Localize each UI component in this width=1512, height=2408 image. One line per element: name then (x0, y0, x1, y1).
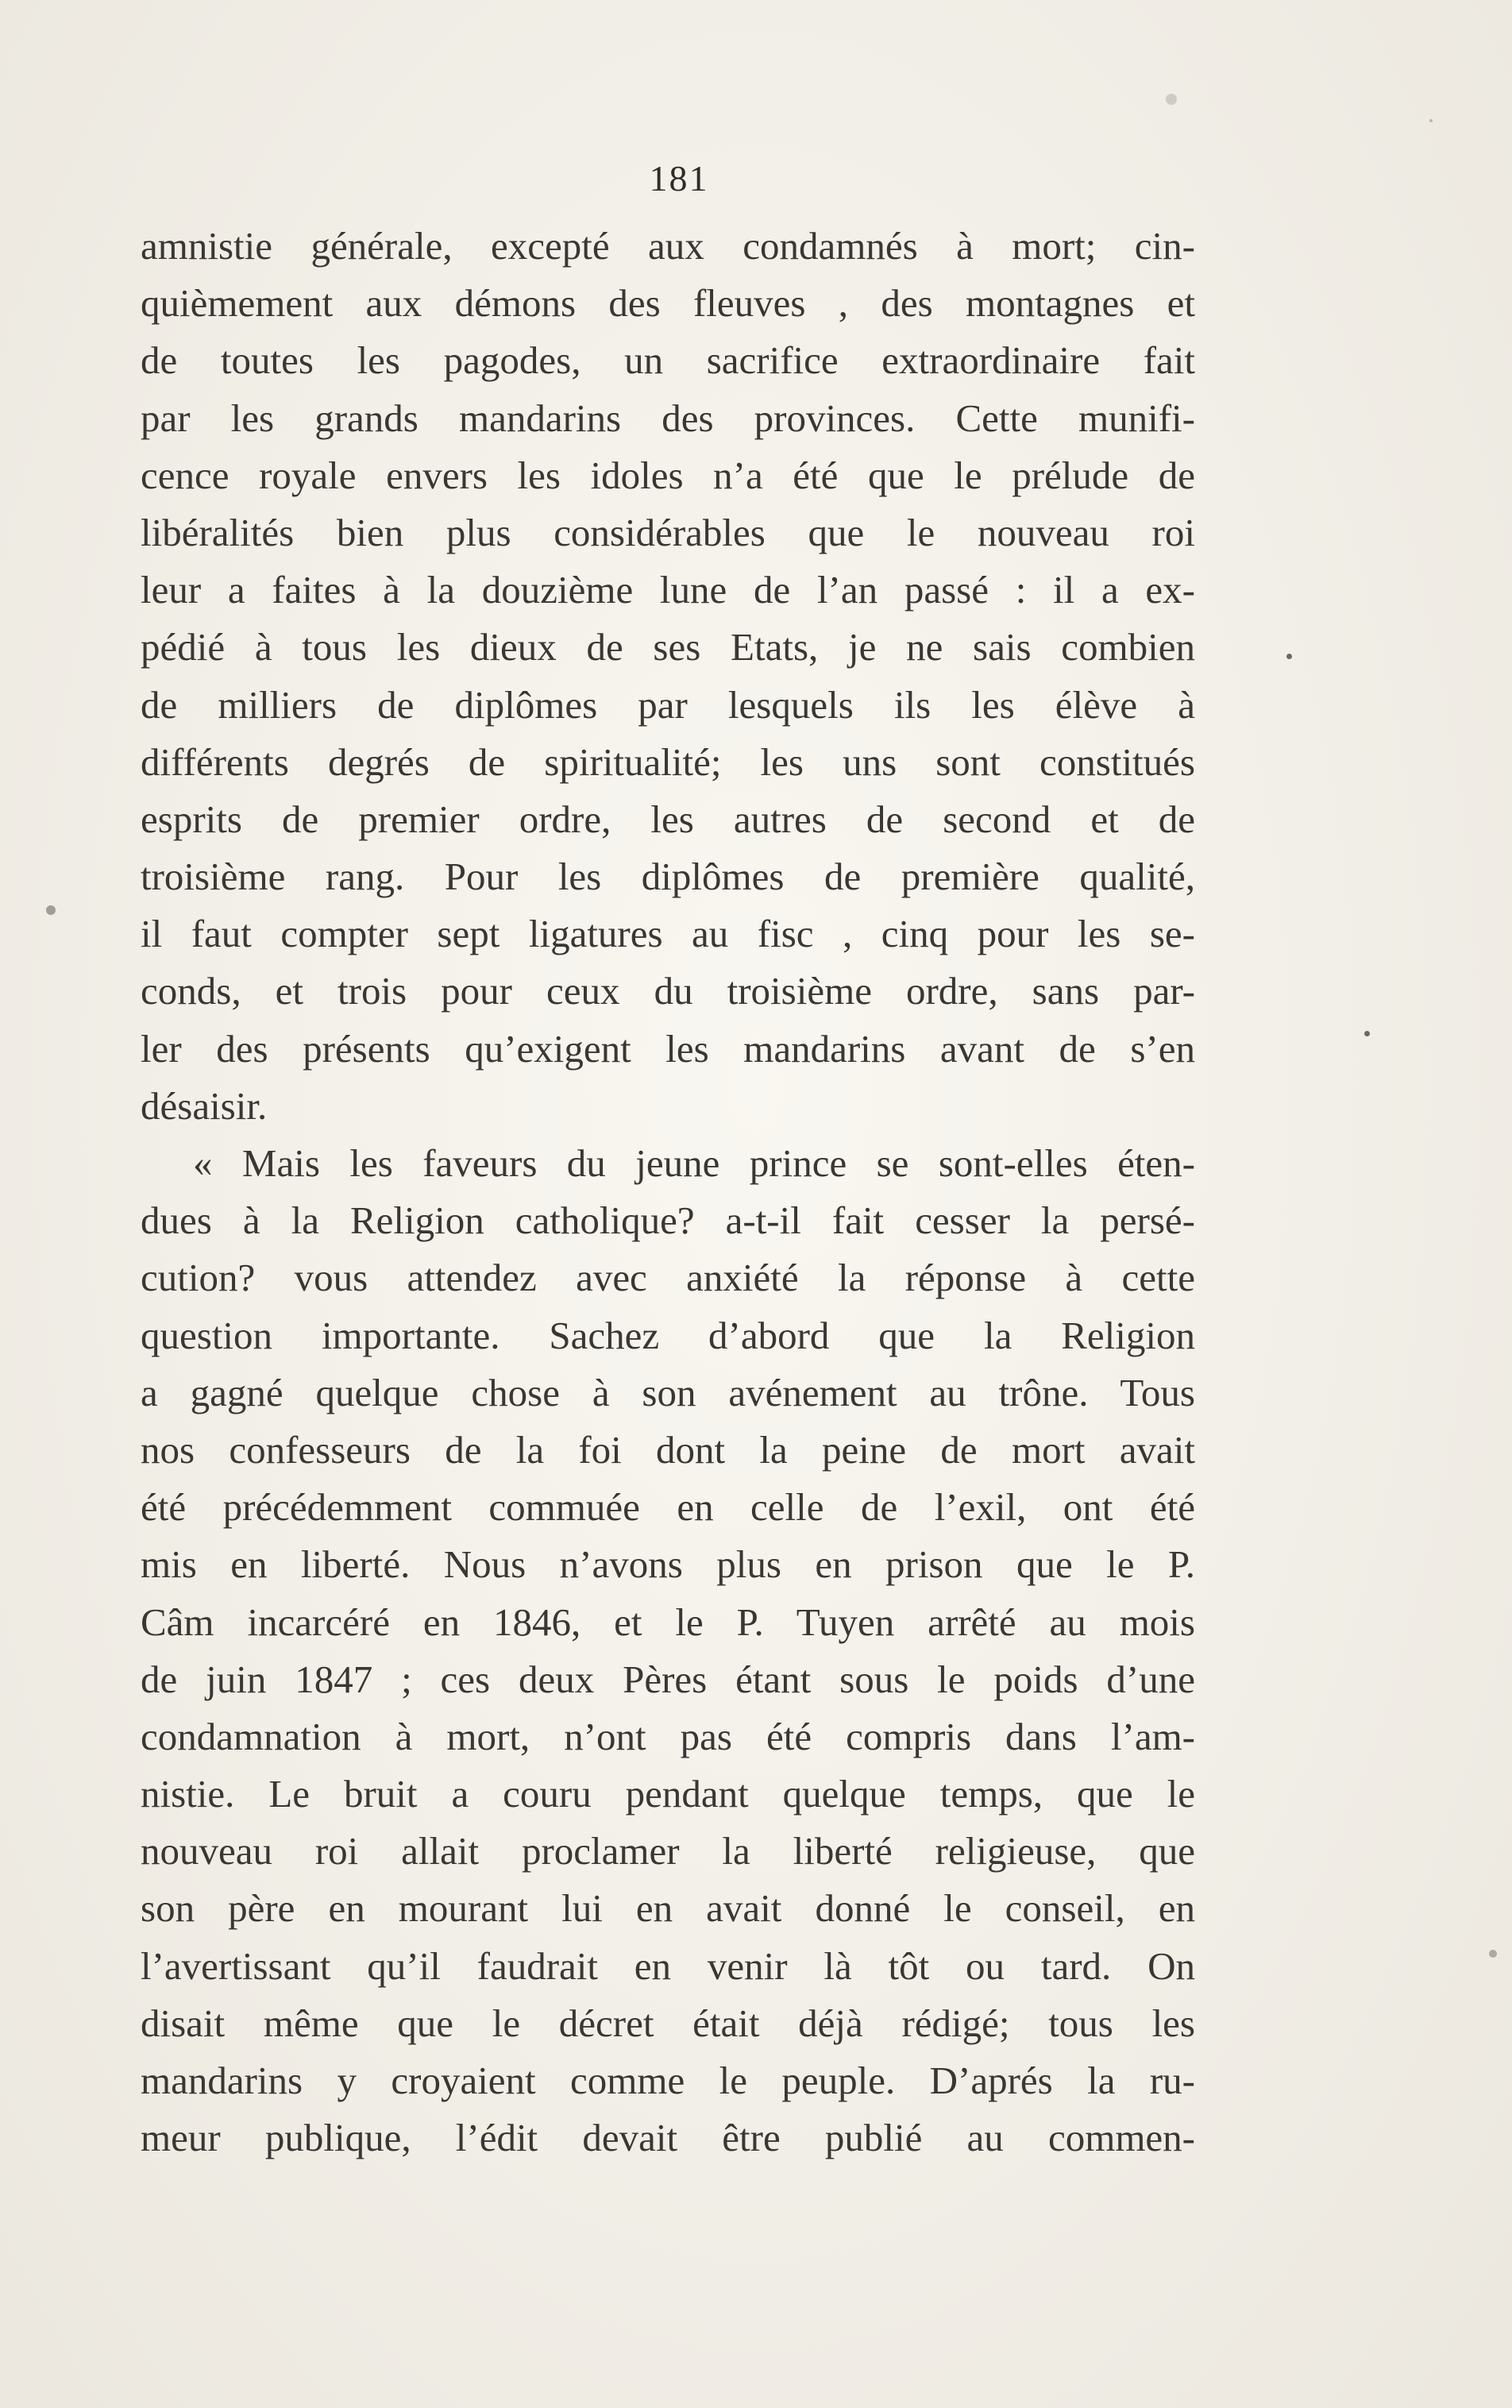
text-line: mis en liberté. Nous n’avons plus en prison que le P. (141, 1542, 1195, 1587)
text-line: nos confesseurs de la foi dont la peine de mort avait (141, 1427, 1195, 1472)
paper-speck (46, 905, 56, 915)
text-line: nistie. Le bruit a couru pendant quelque temps, que le (141, 1772, 1195, 1816)
text-line: ler des présents qu’exigent les mandarins avant de s’en (141, 1026, 1195, 1071)
text-line: esprits de premier ordre, les autres de second et de (141, 797, 1195, 841)
page-number: 181 (649, 158, 709, 199)
text-line: amnistie générale, excepté aux condamnés à mort; cin- (141, 224, 1195, 268)
body-text (141, 218, 1195, 2167)
paper-speck (1429, 119, 1433, 122)
text-line: condamnation à mort, n’ont pas été compris dans l’am- (141, 1714, 1195, 1758)
text-line: été précédemment commuée en celle de l’exil, ont été (141, 1485, 1195, 1530)
paragraph-start-line: « Mais les faveurs du jeune prince se sont-elles éten- (193, 1141, 1195, 1185)
text-line: par les grands mandarins des provinces. Cette munifi- (141, 396, 1195, 440)
text-line: Câm incarcéré en 1846, et le P. Tuyen arrêté au mois (141, 1600, 1195, 1644)
text-line: différents degrés de spiritualité; les uns sont constitués (141, 739, 1195, 784)
paper-speck (1286, 654, 1292, 659)
text-line: a gagné quelque chose à son avénement au trône. Tous (141, 1370, 1195, 1414)
text-line: de juin 1847 ; ces deux Pères étant sous le poids d’une (141, 1657, 1195, 1701)
paper-speck (1489, 1950, 1497, 1958)
text-line: pédié à tous les dieux de ses Etats, je ne sais combien (141, 625, 1195, 670)
text-line: meur publique, l’édit devait être publié au commen- (141, 2116, 1195, 2160)
text-line: son père en mourant lui en avait donné le conseil, en (141, 1886, 1195, 1931)
text-line: leur a faites à la douzième lune de l’an passé : il a ex- (141, 568, 1195, 612)
text-line: conds, et trois pour ceux du troisième ordre, sans par- (141, 969, 1195, 1013)
text-line: troisième rang. Pour les diplômes de première qualité, (141, 855, 1195, 899)
text-line: cence royale envers les idoles n’a été que le prélude de (141, 453, 1195, 497)
paper-speck (1166, 94, 1177, 105)
text-line: de toutes les pagodes, un sacrifice extraordinaire fait (141, 338, 1195, 383)
text-line: l’avertissant qu’il faudrait en venir là tôt ou tard. On (141, 1943, 1195, 1988)
text-line: quièmement aux démons des fleuves , des montagnes et (141, 281, 1195, 326)
text-line: cution? vous attendez avec anxiété la réponse à cette (141, 1256, 1195, 1300)
paper-speck (1364, 1031, 1370, 1036)
text-line: dues à la Religion catholique? a-t-il fait cesser la persé- (141, 1198, 1195, 1243)
text-line: question importante. Sachez d’abord que la Religion (141, 1313, 1195, 1357)
paragraph-end-line: désaisir. (141, 1083, 268, 1128)
text-line: il faut compter sept ligatures au fisc , cinq pour les se- (141, 912, 1195, 956)
text-line: nouveau roi allait proclamer la liberté religieuse, que (141, 1829, 1195, 1874)
text-line: disait même que le décret était déjà rédigé; tous les (141, 2001, 1195, 2045)
text-line: libéralités bien plus considérables que le nouveau roi (141, 510, 1195, 554)
text-line: de milliers de diplômes par lesquels ils les élève à (141, 682, 1195, 727)
text-line: mandarins y croyaient comme le peuple. D’aprés la ru- (141, 2059, 1195, 2102)
